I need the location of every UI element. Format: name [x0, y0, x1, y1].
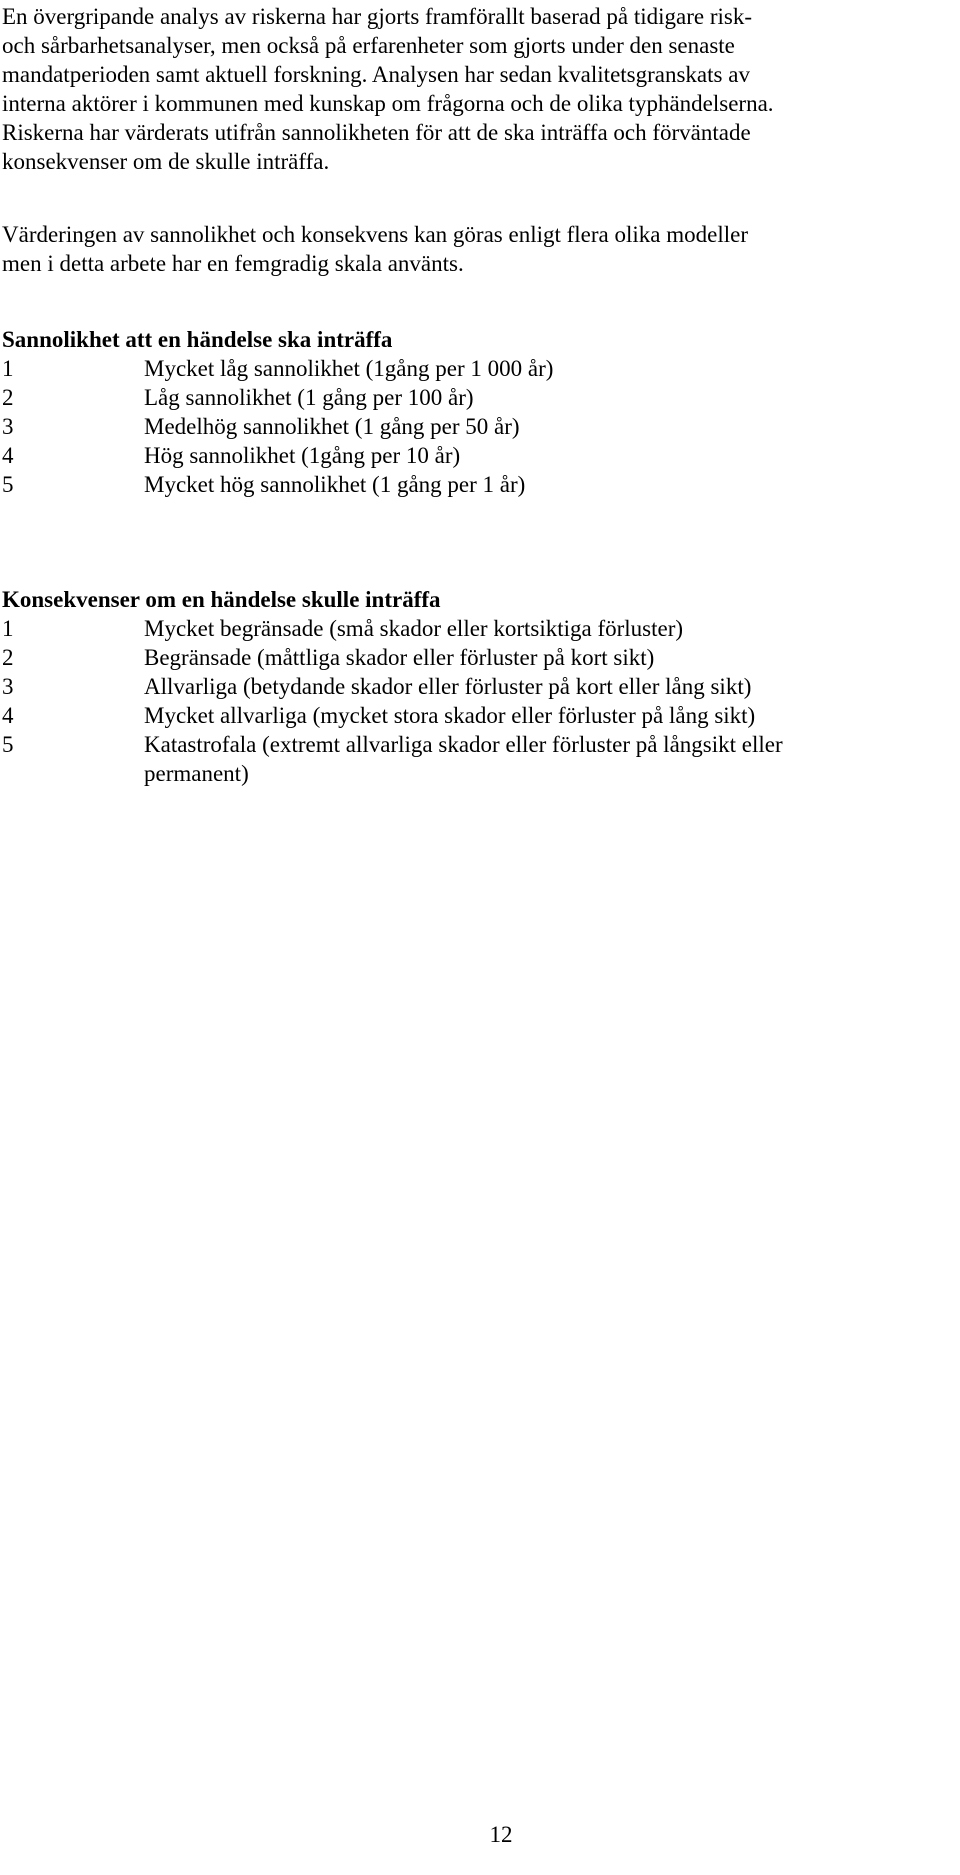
probability-row	[2, 470, 952, 499]
probability-row	[2, 412, 952, 441]
probability-scale	[2, 325, 952, 499]
probability-heading: Sannolikhet att en händelse ska inträffa	[2, 327, 393, 352]
page-number: 12	[489, 1822, 513, 1847]
consequence-level: 4	[2, 703, 14, 728]
consequence-description: Mycket allvarliga (mycket stora skador eller förluster på lång sikt)	[144, 703, 756, 728]
consequence-row	[2, 672, 952, 701]
consequence-level: 2	[2, 645, 14, 670]
intro-line: interna aktörer i kommunen med kunskap om frågorna och de olika typhändelserna.	[2, 91, 774, 116]
probability-description: Mycket låg sannolikhet (1gång per 1 000 år)	[144, 356, 554, 381]
consequence-row	[2, 730, 952, 788]
probability-description: Mycket hög sannolikhet (1 gång per 1 år)	[144, 472, 526, 497]
probability-level: 3	[2, 414, 14, 439]
intro-line: och sårbarhetsanalyser, men också på erfarenheter som gjorts under den senaste	[2, 33, 735, 58]
consequence-description: Allvarliga (betydande skador eller förluster på kort eller lång sikt)	[144, 674, 752, 699]
consequence-level: 1	[2, 616, 14, 641]
probability-level: 5	[2, 472, 14, 497]
probability-description: Låg sannolikhet (1 gång per 100 år)	[144, 385, 474, 410]
probability-description: Medelhög sannolikhet (1 gång per 50 år)	[144, 414, 520, 439]
probability-row	[2, 441, 952, 470]
consequence-scale	[2, 585, 952, 788]
probability-level: 4	[2, 443, 14, 468]
consequence-description: Begränsade (måttliga skador eller förluster på kort sikt)	[144, 645, 655, 670]
intro-line: konsekvenser om de skulle inträffa.	[2, 149, 330, 174]
probability-description: Hög sannolikhet (1gång per 10 år)	[144, 443, 461, 468]
consequence-heading: Konsekvenser om en händelse skulle inträffa	[2, 587, 441, 612]
consequence-level: 3	[2, 674, 14, 699]
intro-paragraph	[2, 2, 952, 176]
intro-line: Riskerna har värderats utifrån sannolikheten för att de ska inträffa och förväntade	[2, 120, 751, 145]
method-paragraph	[2, 220, 952, 278]
intro-line: En övergripande analys av riskerna har gjorts framförallt baserad på tidigare risk-	[2, 4, 752, 29]
intro-line: mandatperioden samt aktuell forskning. Analysen har sedan kvalitetsgranskats av	[2, 62, 750, 87]
probability-level: 1	[2, 356, 14, 381]
consequence-row	[2, 701, 952, 730]
probability-level: 2	[2, 385, 14, 410]
method-line: Värderingen av sannolikhet och konsekvens kan göras enligt flera olika modeller	[2, 222, 748, 247]
method-line: men i detta arbete har en femgradig skala använts.	[2, 251, 464, 276]
consequence-row	[2, 614, 952, 643]
consequence-row	[2, 643, 952, 672]
consequence-level: 5	[2, 732, 14, 757]
probability-row	[2, 383, 952, 412]
probability-row	[2, 354, 952, 383]
consequence-description: Katastrofala (extremt allvarliga skador eller förluster på långsikt eller permanent)	[144, 732, 783, 786]
consequence-description: Mycket begränsade (små skador eller kortsiktiga förluster)	[144, 616, 684, 641]
